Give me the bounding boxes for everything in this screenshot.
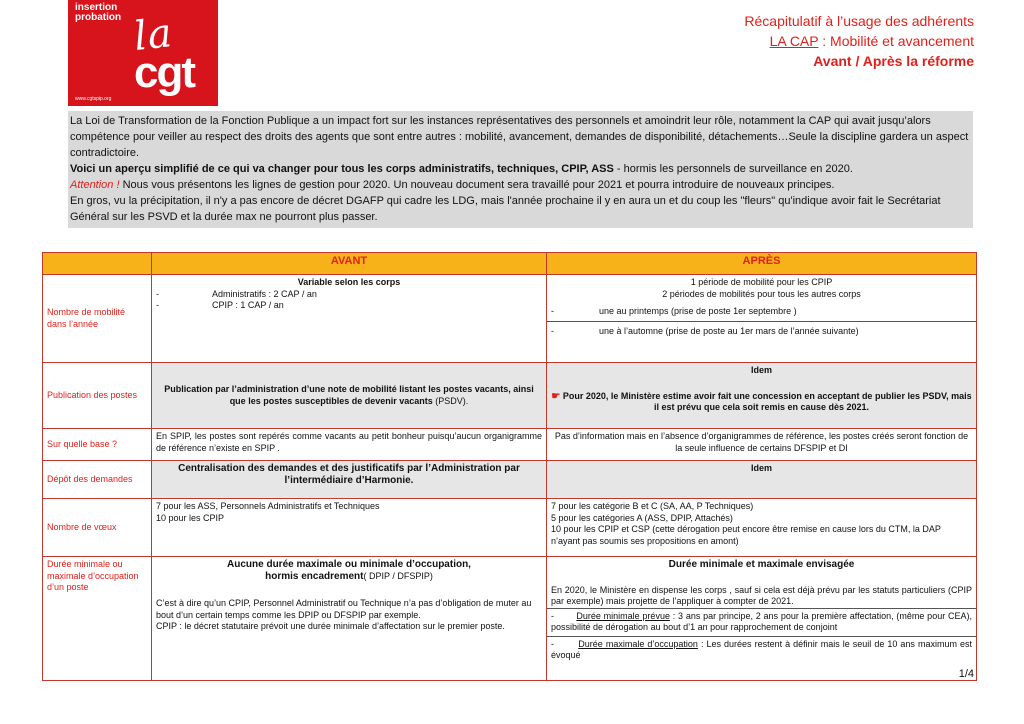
row-label: Sur quelle base ?: [43, 429, 152, 461]
avant-bold-text: Publication par l’administration d’une note de mobilité listant les postes vacants, ainsi que les postes susceptibles de devenir vacants: [164, 384, 534, 406]
intro-paragraph-1: La Loi de Transformation de la Fonction Publique a un impact fort sur les instances représentatives des personnels et amoindrit leur rôle, notamment la CAP qui avait jusqu’alors compétence pour veiller au respect des droits des agents que sont entre autres : mobilité, avancement, demandes de disponibilité, détachements…Seule la discipline gardera un aspect contradictoire.: [70, 115, 969, 159]
cap-link: LA CAP: [769, 33, 819, 49]
table-row: [43, 429, 977, 461]
apres-line: 5 pour les catégories A (ASS, DPIP, Attachés): [551, 512, 733, 523]
row-label: Nombre de vœux: [43, 499, 152, 557]
table-header-row: [43, 253, 977, 275]
cell-avant: [152, 499, 547, 557]
apres-line: 10 pour les CPIP et CSP (cette dérogation peut encore être remise en cause lors du CTM, la DAP n’ayant pas soumis ses propositions en amont): [551, 524, 941, 546]
list-item: - une au printemps (prise de poste 1er septembre ): [551, 306, 797, 316]
logo-brand-line2: probation: [75, 12, 122, 23]
cell-apres: [547, 363, 977, 429]
logo-url: www.cgtspip.org: [75, 96, 112, 102]
apres-line: 7 pour les catégorie B et C (SA, AA, P Techniques): [551, 501, 754, 511]
cell-apres: [547, 499, 977, 557]
title-line3: Avant / Après la réforme: [813, 53, 974, 69]
avant-line: 10 pour les CPIP: [156, 512, 225, 523]
apres-title: Idem: [750, 365, 772, 375]
row-label: Nombre de mobilité dans l’année: [43, 275, 152, 363]
cell-avant: [152, 275, 547, 363]
header-avant: AVANT: [152, 253, 547, 275]
avant-title: Aucune durée maximale ou minimale d’occupation,: [227, 559, 471, 570]
page-number: 1/4: [958, 668, 974, 680]
apres-line: 1 période de mobilité pour les CPIP: [690, 277, 833, 287]
cell-apres: [547, 557, 977, 681]
logo-cgt: cgt: [134, 48, 194, 97]
list-item: - Administratifs : 2 CAP / an: [156, 288, 317, 299]
intro-paragraph-4: En gros, vu la précipitation, il n'y a pas encore de décret DGAFP qui cadre les LDG, mais l'année prochaine il y en aura un et du coup les "fleurs" qu'indique avoir fait le Secrétariat Général sur les PSVD et la durée max ne pourront plus passer.: [70, 195, 941, 223]
table-row: [43, 461, 977, 499]
avant-paragraph: CPIP : le décret statutaire prévoit une durée minimale d’affectation sur le premier poste.: [156, 621, 505, 631]
intro-p3-rest: Nous vous présentons les lignes de gestion pour 2020. Un nouveau document sera travaillé pour 2021 et pourra introduire de nouveaux principes.: [119, 179, 835, 191]
header-apres: APRÈS: [547, 253, 977, 275]
avant-title-2: hormis encadrement( DPIP / DFSPIP): [265, 570, 433, 582]
cgt-logo: [68, 0, 218, 106]
intro-p2-bold: Voici un aperçu simplifié de ce qui va changer pour tous les corps administratifs, techniques, CPIP, ASS: [70, 163, 614, 175]
comparison-table: [42, 252, 977, 681]
list-item: - CPIP : 1 CAP / an: [156, 300, 284, 310]
cell-apres: Idem: [547, 461, 977, 499]
attention-label: Attention !: [70, 179, 120, 191]
avant-title: Variable selon les corps: [297, 277, 401, 287]
cell-apres: Pas d’information mais en l’absence d’organigrammes de référence, les postes créés seront fonction de la seule influence de certains DFSPIP et DI: [547, 429, 977, 461]
table-row: [43, 363, 977, 429]
apres-text: ☛ Pour 2020, le Ministère estime avoir fait une concession en acceptant de publier les PSDV, mais il est prévu que cela soit remis en cause dès 2021.: [551, 390, 972, 412]
apres-max-duration: - Durée maximale d’occupation : Les durées restent à définir mais le seuil de 10 ans maximum est évoqué: [547, 636, 976, 664]
table-row: [43, 499, 977, 557]
cell-avant: Centralisation des demandes et des justificatifs par l’Administration par l’intermédiaire d’Harmonie.: [152, 461, 547, 499]
avant-line: 7 pour les ASS, Personnels Administratifs et Techniques: [156, 501, 380, 511]
title-line2-rest: : Mobilité et avancement: [818, 33, 974, 49]
apres-title: Durée minimale et maximale envisagée: [668, 559, 855, 570]
table-row: [43, 557, 977, 681]
intro-box: [68, 111, 973, 228]
cell-avant: [152, 363, 547, 429]
title-line1: Récapitulatif à l’usage des adhérents: [744, 13, 974, 29]
list-item: - une à l’automne (prise de poste au 1er mars de l’année suivante): [547, 321, 976, 340]
row-label: Durée minimale ou maximale d’occupation d’un poste: [43, 557, 152, 681]
intro-paragraph-2: [70, 161, 971, 177]
avant-paragraph: C’est à dire qu’un CPIP, Personnel Administratif ou Technique n’a pas d’obligation de muter au bout d’un certain temps comme les DPIP ou DFSPIP par exemple.: [156, 598, 532, 620]
row-label: Publication des postes: [43, 363, 152, 429]
title-line2: [744, 31, 974, 51]
cell-avant: [152, 557, 547, 681]
apres-min-duration: - Durée minimale prévue : 3 ans par principe, 2 ans pour la première affectation, (même pour CEA), possibilité de dérogation au bout d’1 an pour rapprochement de conjoint: [547, 608, 976, 636]
pointing-hand-icon: ☛: [551, 390, 561, 402]
intro-paragraph-3: [70, 177, 971, 193]
apres-paragraph: En 2020, le Ministère en dispense les corps , sauf si cela est déjà prévu par les statuts particuliers (CPIP par exemple) mais projette de l’appliquer à compter de 2021.: [551, 584, 972, 606]
row-label: Dépôt des demandes: [43, 461, 152, 499]
document-title: [744, 11, 974, 71]
apres-line: 2 périodes de mobilités pour tous les autres corps: [662, 288, 861, 299]
logo-la: la: [131, 10, 175, 60]
cell-apres: [547, 275, 977, 363]
intro-p2-rest: - hormis les personnels de surveillance en 2020.: [613, 163, 853, 175]
table-row: [43, 275, 977, 363]
logo-brand-line1: insertion: [75, 2, 118, 13]
avant-rest-text: (PSDV).: [432, 395, 469, 406]
cell-avant: En SPIP, les postes sont repérés comme vacants au petit bonheur puisqu’aucun organigramme de référence n’existe en SPIP .: [152, 429, 547, 461]
logo-brand: [75, 3, 121, 23]
header-empty-cell: [43, 253, 152, 275]
